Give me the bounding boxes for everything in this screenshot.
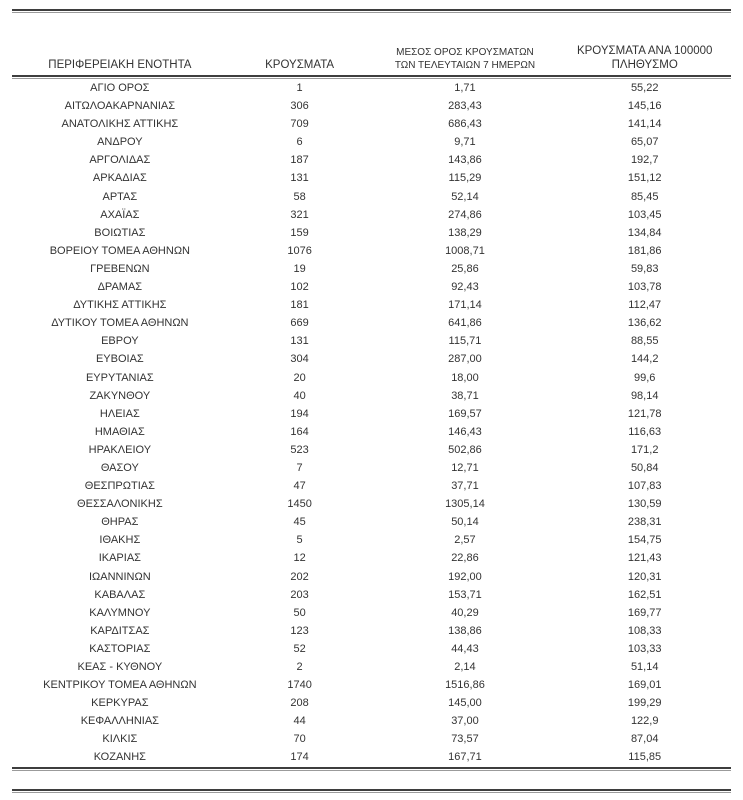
cell-per100k: 136,62	[627, 317, 662, 330]
cell-cases: 304	[290, 353, 309, 366]
table-row	[12, 459, 731, 477]
cell-avg7days: 283,43	[448, 100, 482, 113]
cell-region: ΙΘΑΚΗΣ	[99, 534, 141, 547]
cell-cases: 164	[290, 425, 309, 438]
column-header-region	[12, 59, 228, 72]
cell-region: ΔΥΤΙΚΗΣ ΑΤΤΙΚΗΣ	[73, 299, 167, 312]
cell-cases: 523	[290, 443, 309, 456]
cell-region: ΚΑΣΤΟΡΙΑΣ	[89, 642, 151, 655]
table-row	[12, 604, 731, 622]
cell-avg7days: 287,00	[448, 353, 482, 366]
cell-avg7days: 167,71	[448, 751, 482, 764]
cell-region: ΒΟΡΕΙΟΥ ΤΟΜΕΑ ΑΘΗΝΩΝ	[49, 244, 190, 257]
cell-cases: 1076	[287, 244, 312, 257]
cell-avg7days: 22,86	[451, 552, 479, 565]
cell-cases: 7	[296, 461, 303, 474]
table-row	[12, 586, 731, 604]
cell-avg7days: 138,29	[448, 226, 482, 239]
cell-avg7days: 1,71	[454, 82, 476, 94]
table-row	[12, 549, 731, 567]
table-bottom-rule	[12, 767, 731, 771]
cell-per100k: 121,78	[627, 407, 662, 420]
table-row	[12, 242, 731, 260]
table-row	[12, 188, 731, 206]
cell-per100k: 121,43	[627, 552, 662, 565]
cases-table	[12, 26, 731, 771]
cell-avg7days: 52,14	[451, 190, 479, 203]
cell-per100k: 88,55	[630, 335, 659, 348]
cell-per100k: 130,59	[627, 498, 662, 511]
cell-per100k: 59,83	[630, 262, 659, 275]
cell-per100k: 103,78	[627, 281, 662, 294]
cell-cases: 19	[293, 262, 306, 275]
table-row	[12, 405, 731, 423]
cell-avg7days: 169,57	[448, 407, 482, 420]
cell-cases: 159	[290, 226, 309, 239]
cell-avg7days: 50,14	[451, 516, 479, 529]
cell-cases: 52	[293, 642, 306, 655]
table-header-row	[12, 26, 731, 75]
cell-avg7days: 641,86	[448, 317, 482, 330]
cell-avg7days: 37,00	[451, 715, 479, 728]
cell-cases: 194	[290, 407, 309, 420]
cell-region: ΚΟΖΑΝΗΣ	[93, 751, 146, 764]
table-row	[12, 513, 731, 531]
cell-cases: 1450	[287, 498, 312, 511]
cell-avg7days: 1516,86	[445, 679, 485, 692]
table-row	[12, 441, 731, 459]
cell-avg7days: 92,43	[451, 281, 479, 294]
cell-cases: 321	[290, 208, 309, 221]
cell-avg7days: 1008,71	[445, 244, 485, 257]
cell-per100k: 65,07	[630, 136, 659, 149]
column-header-per100k	[558, 45, 731, 72]
table-row	[12, 622, 731, 640]
table-row	[12, 658, 731, 676]
table-row	[12, 260, 731, 278]
cell-region: ΑΙΤΩΛΟΑΚΑΡΝΑΝΙΑΣ	[64, 100, 176, 113]
cell-region: ΙΚΑΡΙΑΣ	[98, 552, 141, 565]
cell-cases: 58	[293, 190, 306, 203]
cell-avg7days: 73,57	[451, 733, 479, 746]
table-row	[12, 495, 731, 513]
table-body	[12, 79, 731, 767]
data-table	[12, 79, 731, 767]
cell-avg7days: 502,86	[448, 443, 482, 456]
table-row	[12, 350, 731, 368]
page-bottom-rule	[12, 789, 731, 793]
cell-per100k: 154,75	[627, 534, 662, 547]
cell-avg7days: 1305,14	[445, 498, 485, 511]
cell-cases: 45	[293, 516, 306, 529]
cell-per100k: 169,77	[627, 606, 662, 619]
cell-avg7days: 2,14	[454, 661, 476, 673]
cell-region: ΖΑΚΥΝΘΟΥ	[89, 389, 151, 402]
cell-per100k: 238,31	[627, 516, 662, 529]
cell-avg7days: 115,71	[448, 335, 482, 348]
cell-per100k: 162,51	[627, 588, 662, 601]
cell-per100k: 169,01	[627, 679, 662, 692]
cell-region: ΑΝΑΤΟΛΙΚΗΣ ΑΤΤΙΚΗΣ	[61, 118, 179, 131]
cell-per100k: 151,12	[627, 172, 662, 185]
cell-per100k: 87,04	[630, 733, 659, 746]
cell-per100k: 181,86	[627, 244, 662, 257]
cell-per100k: 199,29	[627, 697, 662, 710]
cell-region: ΕΥΡΥΤΑΝΙΑΣ	[85, 371, 154, 384]
cell-region: ΚΕΑΣ - ΚΥΘΝΟΥ	[77, 661, 163, 673]
table-row	[12, 387, 731, 405]
cell-cases: 2	[296, 661, 303, 673]
table-row	[12, 224, 731, 242]
cell-avg7days: 25,86	[451, 262, 479, 275]
cell-cases: 181	[290, 299, 309, 312]
column-header-per100k-line1: ΚΡΟΥΣΜΑΤΑ ΑΝΑ 100000	[576, 45, 713, 57]
cell-cases: 102	[290, 281, 309, 294]
cell-avg7days: 40,29	[451, 606, 479, 619]
cell-avg7days: 153,71	[448, 588, 482, 601]
table-row	[12, 151, 731, 169]
cell-region: ΔΡΑΜΑΣ	[97, 281, 143, 294]
cell-cases: 131	[290, 335, 309, 348]
cell-avg7days: 37,71	[451, 480, 479, 493]
cell-avg7days: 138,86	[448, 624, 482, 637]
cell-region: ΗΜΑΘΙΑΣ	[94, 425, 145, 438]
cell-avg7days: 143,86	[448, 154, 482, 167]
cell-region: ΑΝΔΡΟΥ	[97, 136, 143, 149]
cell-region: ΓΡΕΒΕΝΩΝ	[90, 262, 150, 275]
cell-per100k: 55,22	[630, 82, 659, 94]
table-row	[12, 278, 731, 296]
cell-per100k: 107,83	[627, 480, 662, 493]
cell-region: ΑΧΑΪΑΣ	[100, 208, 140, 221]
table-row	[12, 712, 731, 730]
cell-region: ΚΕΝΤΡΙΚΟΥ ΤΟΜΕΑ ΑΘΗΝΩΝ	[43, 679, 197, 692]
cell-region: ΚΑΡΔΙΤΣΑΣ	[90, 624, 150, 637]
cell-region: ΑΡΚΑΔΙΑΣ	[92, 172, 147, 185]
cell-region: ΑΡΤΑΣ	[102, 190, 138, 203]
cell-per100k: 115,85	[628, 751, 662, 764]
table-row	[12, 115, 731, 133]
cell-cases: 123	[290, 624, 309, 637]
cell-per100k: 51,14	[630, 661, 659, 673]
table-row	[12, 206, 731, 224]
cell-cases: 70	[293, 733, 306, 746]
cell-per100k: 112,47	[628, 299, 662, 312]
cell-avg7days: 171,14	[448, 299, 482, 312]
table-row	[12, 694, 731, 712]
table-row	[12, 640, 731, 658]
cell-cases: 12	[293, 552, 306, 565]
cell-region: ΔΥΤΙΚΟΥ ΤΟΜΕΑ ΑΘΗΝΩΝ	[51, 317, 189, 330]
cell-per100k: 99,6	[634, 371, 656, 384]
cell-per100k: 141,14	[627, 118, 662, 131]
top-rule	[12, 9, 731, 13]
cell-avg7days: 38,71	[451, 389, 479, 402]
cell-region: ΕΒΡΟΥ	[101, 335, 139, 348]
cell-avg7days: 686,43	[448, 118, 482, 131]
cell-cases: 669	[290, 317, 309, 330]
cell-per100k: 134,84	[627, 226, 662, 239]
cell-cases: 306	[290, 100, 309, 113]
cell-avg7days: 9,71	[454, 136, 476, 149]
cell-region: ΚΑΒΑΛΑΣ	[94, 588, 146, 601]
cell-cases: 40	[293, 389, 306, 402]
column-header-avg7days-line2: ΤΩΝ ΤΕΛΕΥΤΑΙΩΝ 7 ΗΜΕΡΩΝ	[394, 59, 536, 71]
cell-avg7days: 192,00	[448, 570, 482, 583]
cell-cases: 187	[290, 154, 309, 167]
cell-avg7days: 44,43	[451, 642, 479, 655]
cell-avg7days: 146,43	[448, 425, 482, 438]
cell-cases: 1	[296, 82, 303, 94]
cell-per100k: 50,84	[630, 461, 659, 474]
cell-region: ΘΕΣΠΡΩΤΙΑΣ	[84, 480, 155, 493]
cell-per100k: 98,14	[630, 389, 659, 402]
cell-per100k: 144,2	[630, 353, 659, 366]
table-row	[12, 748, 731, 766]
cell-per100k: 122,9	[630, 715, 659, 728]
cell-cases: 6	[296, 136, 303, 149]
cell-region: ΘΗΡΑΣ	[101, 516, 139, 529]
cell-per100k: 171,2	[630, 443, 659, 456]
cell-cases: 709	[290, 118, 309, 131]
cell-avg7days: 115,29	[448, 172, 482, 185]
cell-cases: 44	[293, 715, 306, 728]
cell-cases: 174	[290, 751, 309, 764]
column-header-cases-label: ΚΡΟΥΣΜΑΤΑ	[265, 59, 335, 71]
cell-region: ΕΥΒΟΙΑΣ	[95, 353, 144, 366]
cell-cases: 131	[290, 172, 309, 185]
column-header-cases	[228, 59, 372, 72]
cell-per100k: 108,33	[627, 624, 662, 637]
cell-region: ΒΟΙΩΤΙΑΣ	[94, 226, 146, 239]
cell-avg7days: 274,86	[448, 208, 482, 221]
cell-region: ΑΓΙΟ ΟΡΟΣ	[90, 82, 150, 94]
cell-region: ΑΡΓΟΛΙΔΑΣ	[89, 154, 151, 167]
table-row	[12, 676, 731, 694]
cell-avg7days: 12,71	[451, 461, 479, 474]
table-row	[12, 97, 731, 115]
cell-per100k: 103,33	[627, 642, 662, 655]
table-row	[12, 332, 731, 350]
cell-cases: 208	[290, 697, 309, 710]
cell-cases: 202	[290, 570, 309, 583]
cell-region: ΚΙΛΚΙΣ	[102, 733, 138, 746]
cell-per100k: 116,63	[628, 425, 662, 438]
cell-cases: 47	[293, 480, 306, 493]
cell-region: ΚΕΡΚΥΡΑΣ	[91, 697, 149, 710]
cell-region: ΗΡΑΚΛΕΙΟΥ	[88, 443, 152, 456]
cell-avg7days: 18,00	[451, 371, 479, 384]
column-header-per100k-line2: ΠΛΗΘΥΣΜΟ	[611, 58, 678, 71]
table-row	[12, 296, 731, 314]
table-row	[12, 730, 731, 748]
table-row	[12, 568, 731, 586]
cell-region: ΚΕΦΑΛΛΗΝΙΑΣ	[80, 715, 159, 728]
cell-cases: 20	[293, 371, 306, 384]
cell-region: ΚΑΛΥΜΝΟΥ	[89, 606, 151, 619]
cell-avg7days: 2,57	[454, 534, 476, 547]
cell-region: ΘΕΣΣΑΛΟΝΙΚΗΣ	[77, 498, 163, 511]
cell-cases: 50	[293, 606, 306, 619]
column-header-avg7days-line1: ΜΕΣΟΣ ΟΡΟΣ ΚΡΟΥΣΜΑΤΩΝ	[396, 47, 534, 58]
cell-per100k: 103,45	[627, 208, 662, 221]
table-row	[12, 169, 731, 187]
table-row	[12, 79, 731, 97]
cell-per100k: 120,31	[627, 570, 662, 583]
cell-region: ΙΩΑΝΝΙΝΩΝ	[89, 570, 151, 583]
cell-cases: 5	[296, 534, 303, 547]
cell-avg7days: 145,00	[448, 697, 482, 710]
table-row	[12, 314, 731, 332]
cell-per100k: 192,7	[630, 154, 659, 167]
column-header-region-label: ΠΕΡΙΦΕΡΕΙΑΚΗ ΕΝΟΤΗΤΑ	[48, 59, 192, 71]
table-row	[12, 133, 731, 151]
cell-cases: 203	[290, 588, 309, 601]
table-row	[12, 369, 731, 387]
column-header-avg7days	[371, 47, 558, 72]
cell-per100k: 85,45	[630, 190, 659, 203]
cell-per100k: 145,16	[627, 100, 662, 113]
table-row	[12, 477, 731, 495]
table-row	[12, 423, 731, 441]
table-row	[12, 531, 731, 549]
cell-region: ΘΑΣΟΥ	[100, 461, 139, 474]
cell-cases: 1740	[287, 679, 312, 692]
cell-region: ΗΛΕΙΑΣ	[99, 407, 140, 420]
